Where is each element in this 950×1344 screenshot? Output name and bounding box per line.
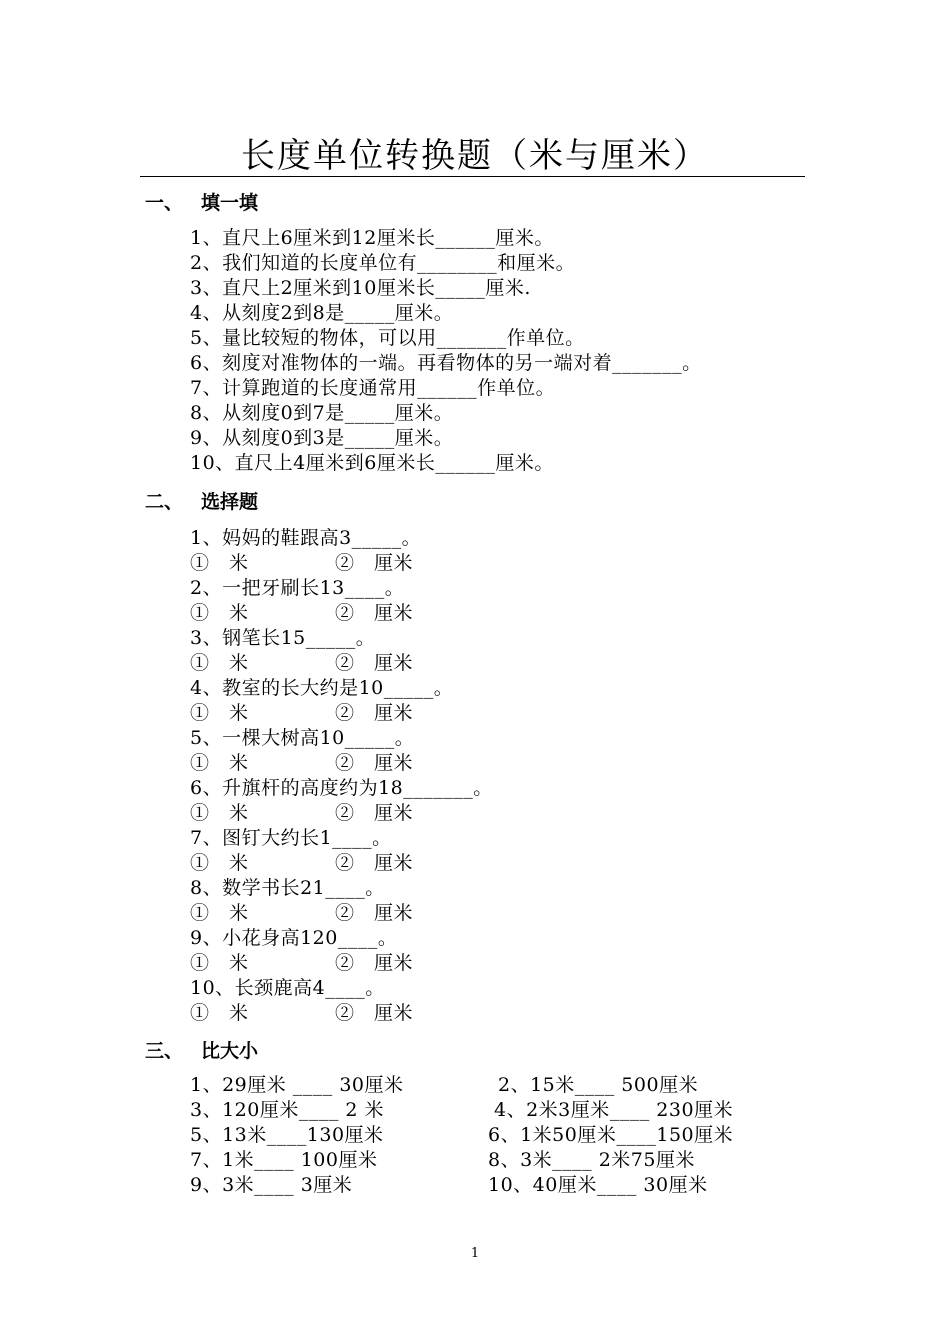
section-1-number: 一、 [145, 192, 184, 214]
choice-question: 4、教室的长大约是10_____。 [190, 677, 454, 699]
choice-option-centimeter: ② 厘米 [335, 552, 414, 574]
choice-question: 6、升旗杆的高度约为18_______。 [190, 777, 493, 799]
choice-option-meter: ① 米 [190, 1002, 249, 1024]
page-title: 长度单位转换题（米与厘米） [241, 136, 709, 176]
choice-option-centimeter: ② 厘米 [335, 1002, 414, 1024]
compare-item-left: 7、1米____ 100厘米 [190, 1149, 378, 1171]
fill-blank-item: 4、从刻度2到8是_____厘米。 [190, 302, 454, 324]
choice-question: 1、妈妈的鞋跟高3_____。 [190, 527, 422, 549]
choice-option-meter: ① 米 [190, 602, 249, 624]
choice-question: 8、数学书长21____。 [190, 877, 385, 899]
section-3-number: 三、 [145, 1040, 184, 1062]
compare-item-right: 4、2米3厘米____ 230厘米 [494, 1099, 734, 1121]
fill-blank-item: 5、量比较短的物体，可以用_______作单位。 [190, 327, 585, 349]
fill-blank-item: 6、刻度对准物体的一端。再看物体的另一端对着_______。 [190, 352, 702, 374]
section-1-heading [145, 188, 258, 215]
choice-option-centimeter: ② 厘米 [335, 802, 414, 824]
choice-option-meter: ① 米 [190, 552, 249, 574]
compare-item-right: 2、15米____ 500厘米 [498, 1074, 699, 1096]
section-2-title: 选择题 [201, 491, 259, 513]
compare-item-right: 6、1米50厘米____150厘米 [488, 1124, 734, 1146]
compare-item-left: 1、29厘米 ____ 30厘米 [190, 1074, 404, 1096]
choice-question: 3、钢笔长15_____。 [190, 627, 376, 649]
choice-option-meter: ① 米 [190, 952, 249, 974]
choice-option-meter: ① 米 [190, 902, 249, 924]
choice-question: 10、长颈鹿高4____。 [190, 977, 385, 999]
choice-option-meter: ① 米 [190, 652, 249, 674]
title-divider [140, 176, 805, 177]
fill-blank-item: 2、我们知道的长度单位有________和厘米。 [190, 252, 576, 274]
fill-blank-item: 3、直尺上2厘米到10厘米长_____厘米. [190, 277, 531, 299]
section-1-title: 填一填 [201, 192, 259, 214]
fill-blank-item: 1、直尺上6厘米到12厘米长______厘米。 [190, 227, 554, 249]
choice-option-centimeter: ② 厘米 [335, 602, 414, 624]
choice-option-centimeter: ② 厘米 [335, 902, 414, 924]
section-3-heading [145, 1036, 258, 1063]
choice-question: 5、一棵大树高10_____。 [190, 727, 415, 749]
compare-item-right: 8、3米____ 2米75厘米 [488, 1149, 695, 1171]
compare-item-right: 10、40厘米____ 30厘米 [488, 1174, 708, 1196]
choice-option-meter: ① 米 [190, 852, 249, 874]
choice-option-meter: ① 米 [190, 802, 249, 824]
fill-blank-item: 10、直尺上4厘米到6厘米长______厘米。 [190, 452, 554, 474]
fill-blank-item: 9、从刻度0到3是_____厘米。 [190, 427, 454, 449]
choice-question: 2、一把牙刷长13____。 [190, 577, 405, 599]
section-3-title: 比大小 [201, 1040, 259, 1062]
choice-option-meter: ① 米 [190, 752, 249, 774]
choice-option-centimeter: ② 厘米 [335, 952, 414, 974]
section-2-heading [145, 487, 258, 514]
choice-option-centimeter: ② 厘米 [335, 702, 414, 724]
compare-item-left: 9、3米____ 3厘米 [190, 1174, 353, 1196]
choice-question: 7、图钉大约长1____。 [190, 827, 392, 849]
choice-option-centimeter: ② 厘米 [335, 752, 414, 774]
page-number: 1 [470, 1246, 480, 1261]
choice-option-centimeter: ② 厘米 [335, 652, 414, 674]
compare-item-left: 5、13米____130厘米 [190, 1124, 384, 1146]
section-2-number: 二、 [145, 491, 184, 513]
fill-blank-item: 8、从刻度0到7是_____厘米。 [190, 402, 454, 424]
fill-blank-item: 7、计算跑道的长度通常用______作单位。 [190, 377, 556, 399]
choice-option-centimeter: ② 厘米 [335, 852, 414, 874]
compare-item-left: 3、120厘米____ 2 米 [190, 1099, 385, 1121]
choice-option-meter: ① 米 [190, 702, 249, 724]
choice-question: 9、小花身高120____。 [190, 927, 398, 949]
